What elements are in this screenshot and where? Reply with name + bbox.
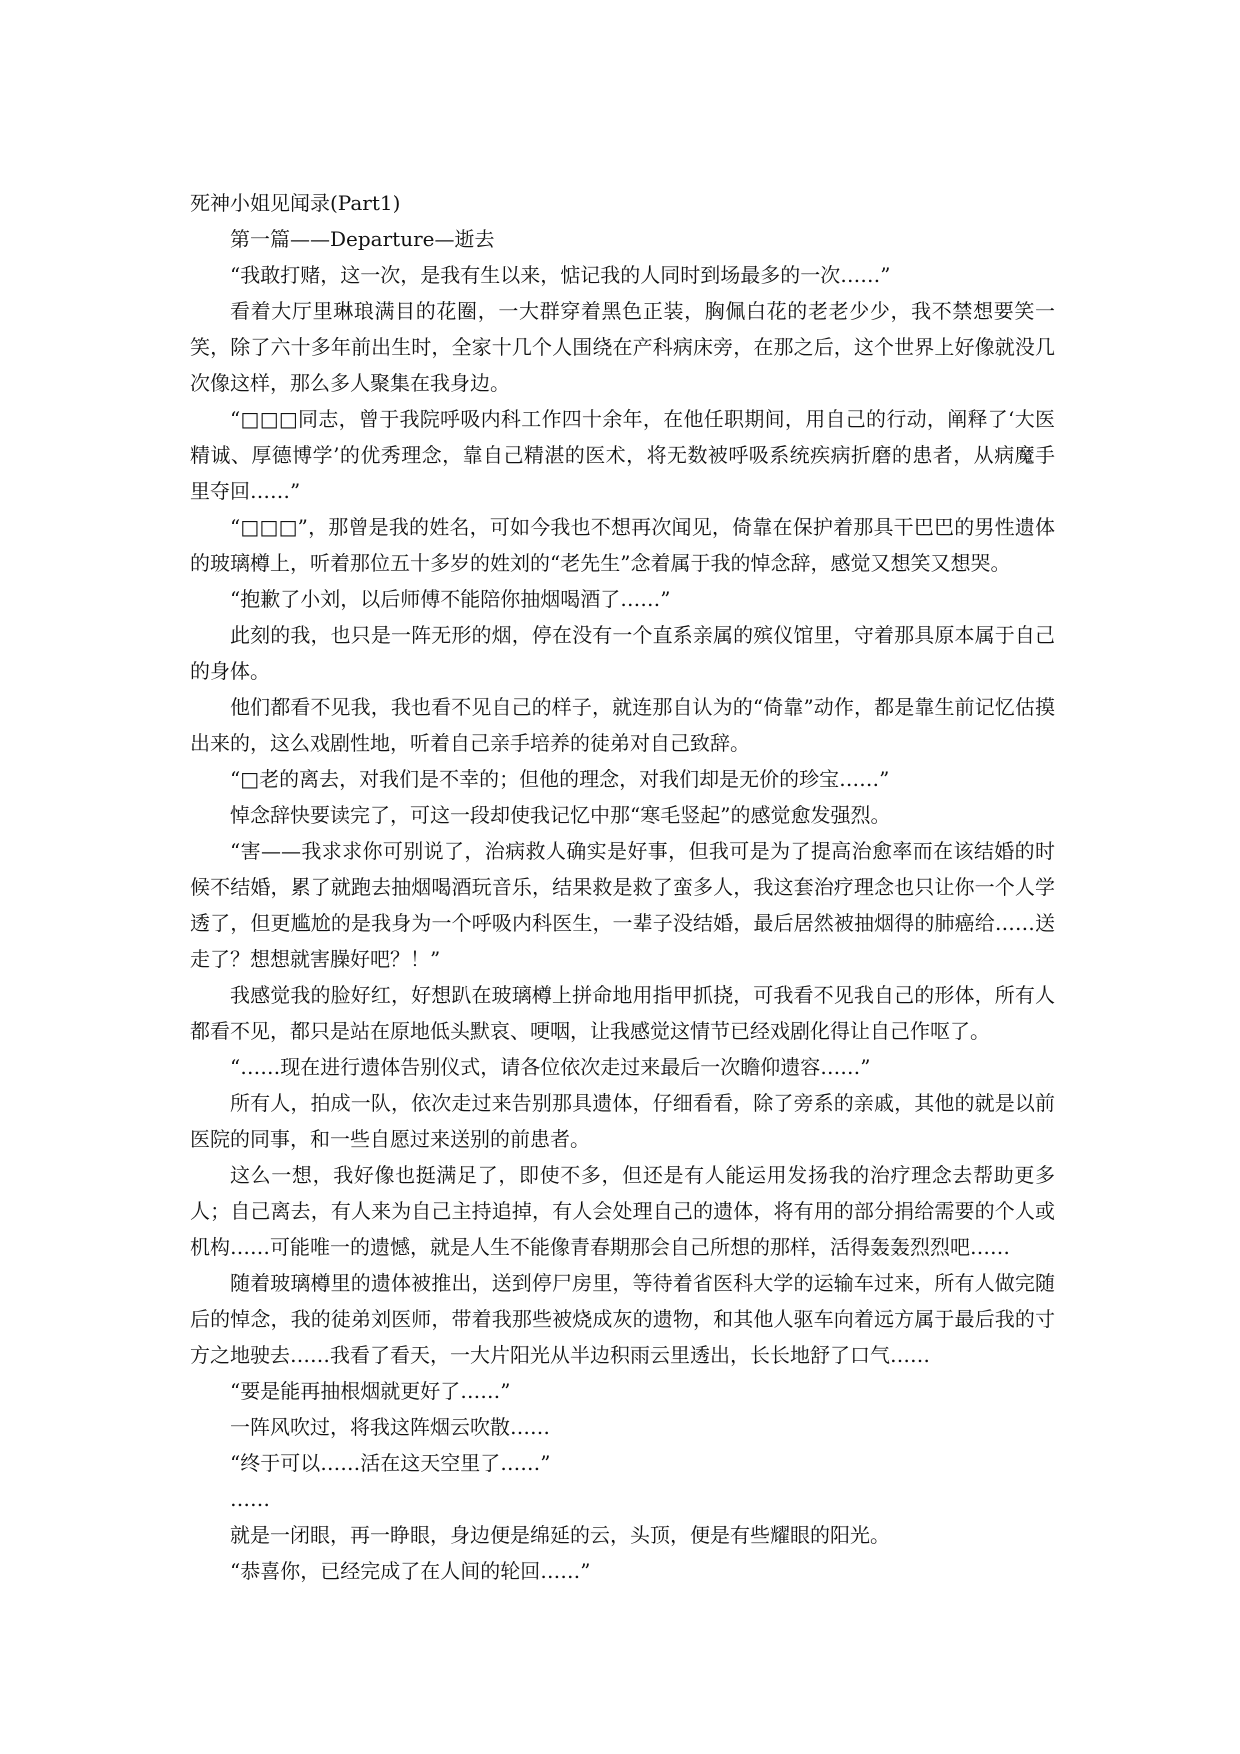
- paragraph: “□□□”，那曾是我的姓名，可如今我也不想再次闻见，倚靠在保护着那具干巴巴的男性遗体的玻璃樽上，听着那位五十多岁的姓刘的“老先生”念着属于我的悼念辞，感觉又想笑又想哭。: [190, 515, 1055, 575]
- paragraph: 一阵风吹过，将我这阵烟云吹散……: [230, 1415, 550, 1439]
- paragraph: 看着大厅里琳琅满目的花圈，一大群穿着黑色正装，胸佩白花的老老少少，我不禁想要笑一笑，除了六十多年前出生时，全家十几个人围绕在产科病床旁，在那之后，这个世界上好像就没几次像这样，那么多人聚集在我身边。: [190, 299, 1055, 395]
- paragraph: 随着玻璃樽里的遗体被推出，送到停尸房里，等待着省医科大学的运输车过来，所有人做完随后的悼念，我的徒弟刘医师，带着我那些被烧成灰的遗物，和其他人驱车向着远方属于最后我的寸方之地驶去……我看了看天，一大片阳光从半边积雨云里透出，长长地舒了口气……: [190, 1271, 1055, 1367]
- ellipsis-line: ……: [230, 1487, 270, 1511]
- paragraph: 就是一闭眼，再一睁眼，身边便是绵延的云，头顶，便是有些耀眼的阳光。: [230, 1523, 890, 1547]
- paragraph: “□老的离去，对我们是不幸的；但他的理念，对我们却是无价的珍宝……”: [230, 767, 890, 791]
- paragraph: 这么一想，我好像也挺满足了，即使不多，但还是有人能运用发扬我的治疗理念去帮助更多人；自己离去，有人来为自己主持追掉，有人会处理自己的遗体，将有用的部分捐给需要的个人或机构……可能唯一的遗憾，就是人生不能像青春期那会自己所想的那样，活得轰轰烈烈吧……: [190, 1163, 1055, 1259]
- paragraph: “要是能再抽根烟就更好了……”: [230, 1379, 511, 1403]
- paragraph: “□□□同志，曾于我院呼吸内科工作四十余年，在他任职期间，用自己的行动，阐释了‘大医精诚、厚德博学’的优秀理念，靠自己精湛的医术，将无数被呼吸系统疾病折磨的患者，从病魔手里夺回……”: [190, 407, 1055, 503]
- paragraph: “害——我求求你可别说了，治病救人确实是好事，但我可是为了提高治愈率而在该结婚的时候不结婚，累了就跑去抽烟喝酒玩音乐，结果救是救了蛮多人，我这套治疗理念也只让你一个人学透了，但更尴尬的是我身为一个呼吸内科医生，一辈子没结婚，最后居然被抽烟得的肺癌给……送走了？想想就害臊好吧？！”: [190, 839, 1055, 971]
- paragraph: “恭喜你，已经完成了在人间的轮回……”: [230, 1559, 591, 1583]
- paragraph: “……现在进行遗体告别仪式，请各位依次走过来最后一次瞻仰遗容……”: [230, 1055, 871, 1079]
- chapter-heading: 第一篇——Departure—逝去: [230, 227, 495, 251]
- paragraph: 所有人，拍成一队，依次走过来告别那具遗体，仔细看看，除了旁系的亲戚，其他的就是以前医院的同事，和一些自愿过来送别的前患者。: [190, 1091, 1055, 1151]
- document-title: 死神小姐见闻录(Part1): [190, 191, 401, 215]
- paragraph: “抱歉了小刘，以后师傅不能陪你抽烟喝酒了……”: [230, 587, 671, 611]
- paragraph: 此刻的我，也只是一阵无形的烟，停在没有一个直系亲属的殡仪馆里，守着那具原本属于自己的身体。: [190, 623, 1055, 683]
- paragraph: “终于可以……活在这天空里了……”: [230, 1451, 551, 1475]
- paragraph: 他们都看不见我，我也看不见自己的样子，就连那自认为的“倚靠”动作，都是靠生前记忆估摸出来的，这么戏剧性地，听着自己亲手培养的徒弟对自己致辞。: [190, 695, 1055, 755]
- paragraph: 我感觉我的脸好红，好想趴在玻璃樽上拼命地用指甲抓挠，可我看不见我自己的形体，所有人都看不见，都只是站在原地低头默哀、哽咽，让我感觉这情节已经戏剧化得让自己作呕了。: [190, 983, 1055, 1043]
- document-page: [190, 185, 1055, 1589]
- paragraph: 悼念辞快要读完了，可这一段却使我记忆中那“寒毛竖起”的感觉愈发强烈。: [230, 803, 891, 827]
- paragraph: “我敢打赌，这一次，是我有生以来，惦记我的人同时到场最多的一次……”: [230, 263, 891, 287]
